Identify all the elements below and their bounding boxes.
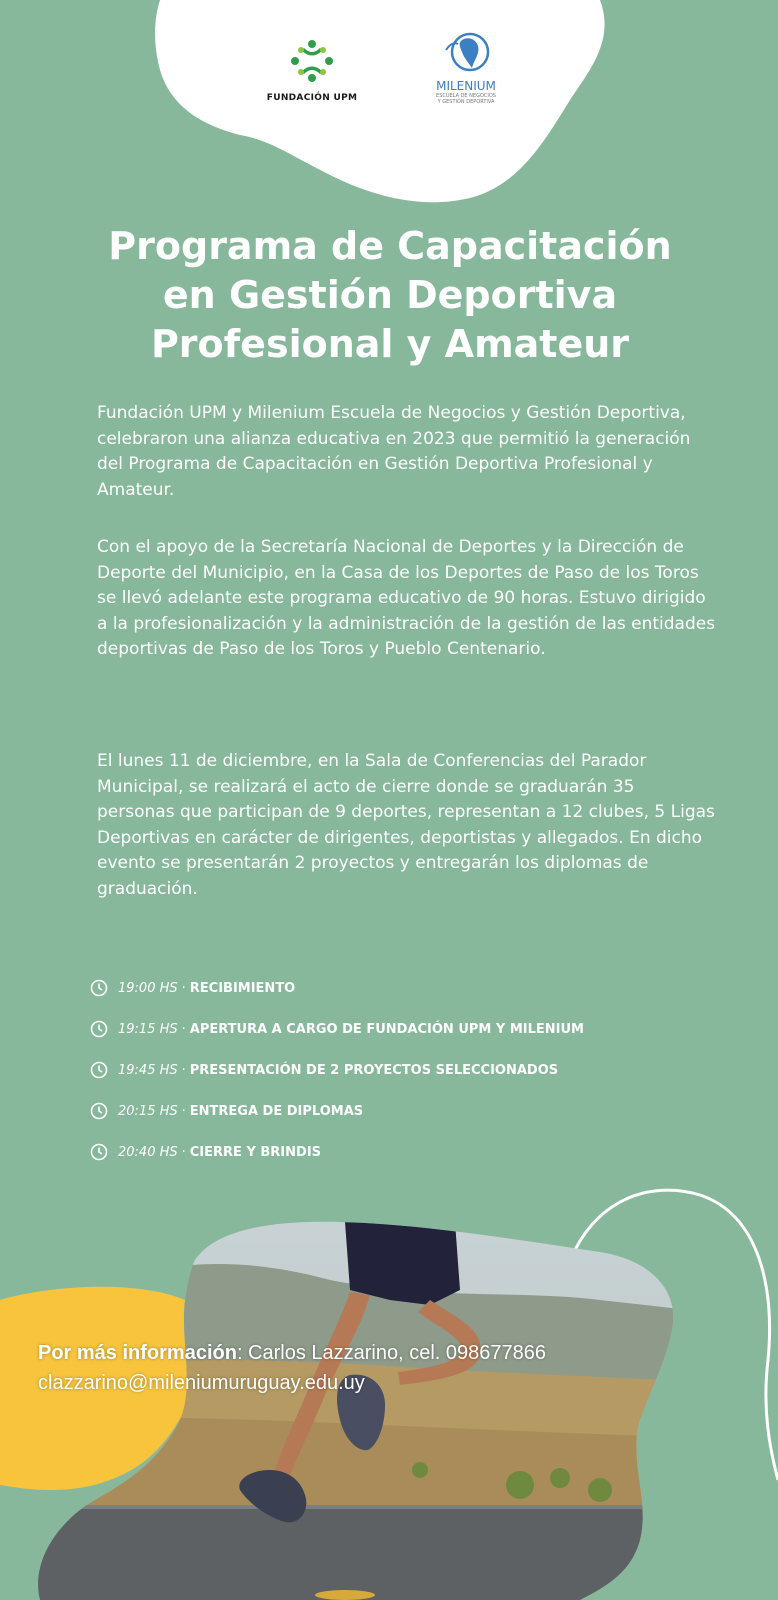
schedule-separator: · [181, 1062, 186, 1078]
milenium-logo-subtitle-2: Y GESTIÓN DEPORTIVA [437, 99, 495, 105]
contact-details: Carlos Lazzarino, cel. 098677866 [242, 1342, 547, 1364]
milenium-logo-text: MILENIUM [436, 79, 496, 93]
schedule-separator: · [181, 980, 186, 996]
schedule-time: 19:00 HS [118, 980, 178, 996]
schedule-time: 19:15 HS [118, 1021, 178, 1037]
schedule-label: PRESENTACIÓN DE 2 PROYECTOS SELECCIONADOS [189, 1062, 559, 1078]
event-paragraph: El lunes 11 de diciembre, en la Sala de Conferencias del Parador Municipal, se realizará el acto de cierre donde se graduarán 35 personas que participan de 9 deportes, representan a 12 clubes, 5 Ligas Deportivas en carácter de dirigentes, deportistas y allegados. En dicho evento se presentarán 2 proyectos y entregarán los diplomas de graduación. [97, 751, 715, 899]
contact-email[interactable]: clazzarino@mileniumuruguay.edu.uy [38, 1372, 365, 1394]
contact-line [38, 1338, 546, 1368]
schedule-label: ENTREGA DE DIPLOMAS [189, 1103, 364, 1119]
schedule-time: 20:15 HS [118, 1103, 178, 1119]
schedule-time: 20:40 HS [118, 1144, 178, 1160]
schedule-separator: · [181, 1021, 186, 1037]
schedule-label: APERTURA A CARGO DE FUNDACIÓN UPM Y MILENIUM [189, 1021, 584, 1037]
title-line-3: Profesional y Amateur [150, 322, 630, 366]
title-line-2: en Gestión Deportiva [162, 273, 618, 317]
title-line-1: Programa de Capacitación [108, 224, 672, 268]
schedule-label: RECIBIMIENTO [189, 980, 296, 996]
schedule-time: 19:45 HS [118, 1062, 178, 1078]
upm-logo-text: FUNDACIÓN UPM [266, 93, 358, 103]
schedule-separator: · [181, 1103, 186, 1119]
contact-separator: : [236, 1342, 243, 1364]
support-paragraph: Con el apoyo de la Secretaría Nacional de Deportes y la Dirección de Deporte del Municipio, en la Casa de los Deportes de Paso de los Toros se llevó adelante este programa educativo de 90 horas. Estuvo dirigido a la profesionalización y la administración de la gestión de las entidades deportivas de Paso de los Toros y Pueblo Centenario. [97, 537, 716, 659]
schedule-separator: · [181, 1144, 186, 1160]
milenium-logo-subtitle-1: ESCUELA DE NEGOCIOS [436, 93, 496, 99]
intro-paragraph: Fundación UPM y Milenium Escuela de Negocios y Gestión Deportiva, celebraron una alianza educativa en 2023 que permitió la generación del Programa de Capacitación en Gestión Deportiva Profesional y Amateur. [97, 403, 691, 500]
schedule-label: CIERRE Y BRINDIS [189, 1144, 322, 1160]
contact-label: Por más información [38, 1342, 237, 1364]
contact-info [38, 1338, 546, 1398]
